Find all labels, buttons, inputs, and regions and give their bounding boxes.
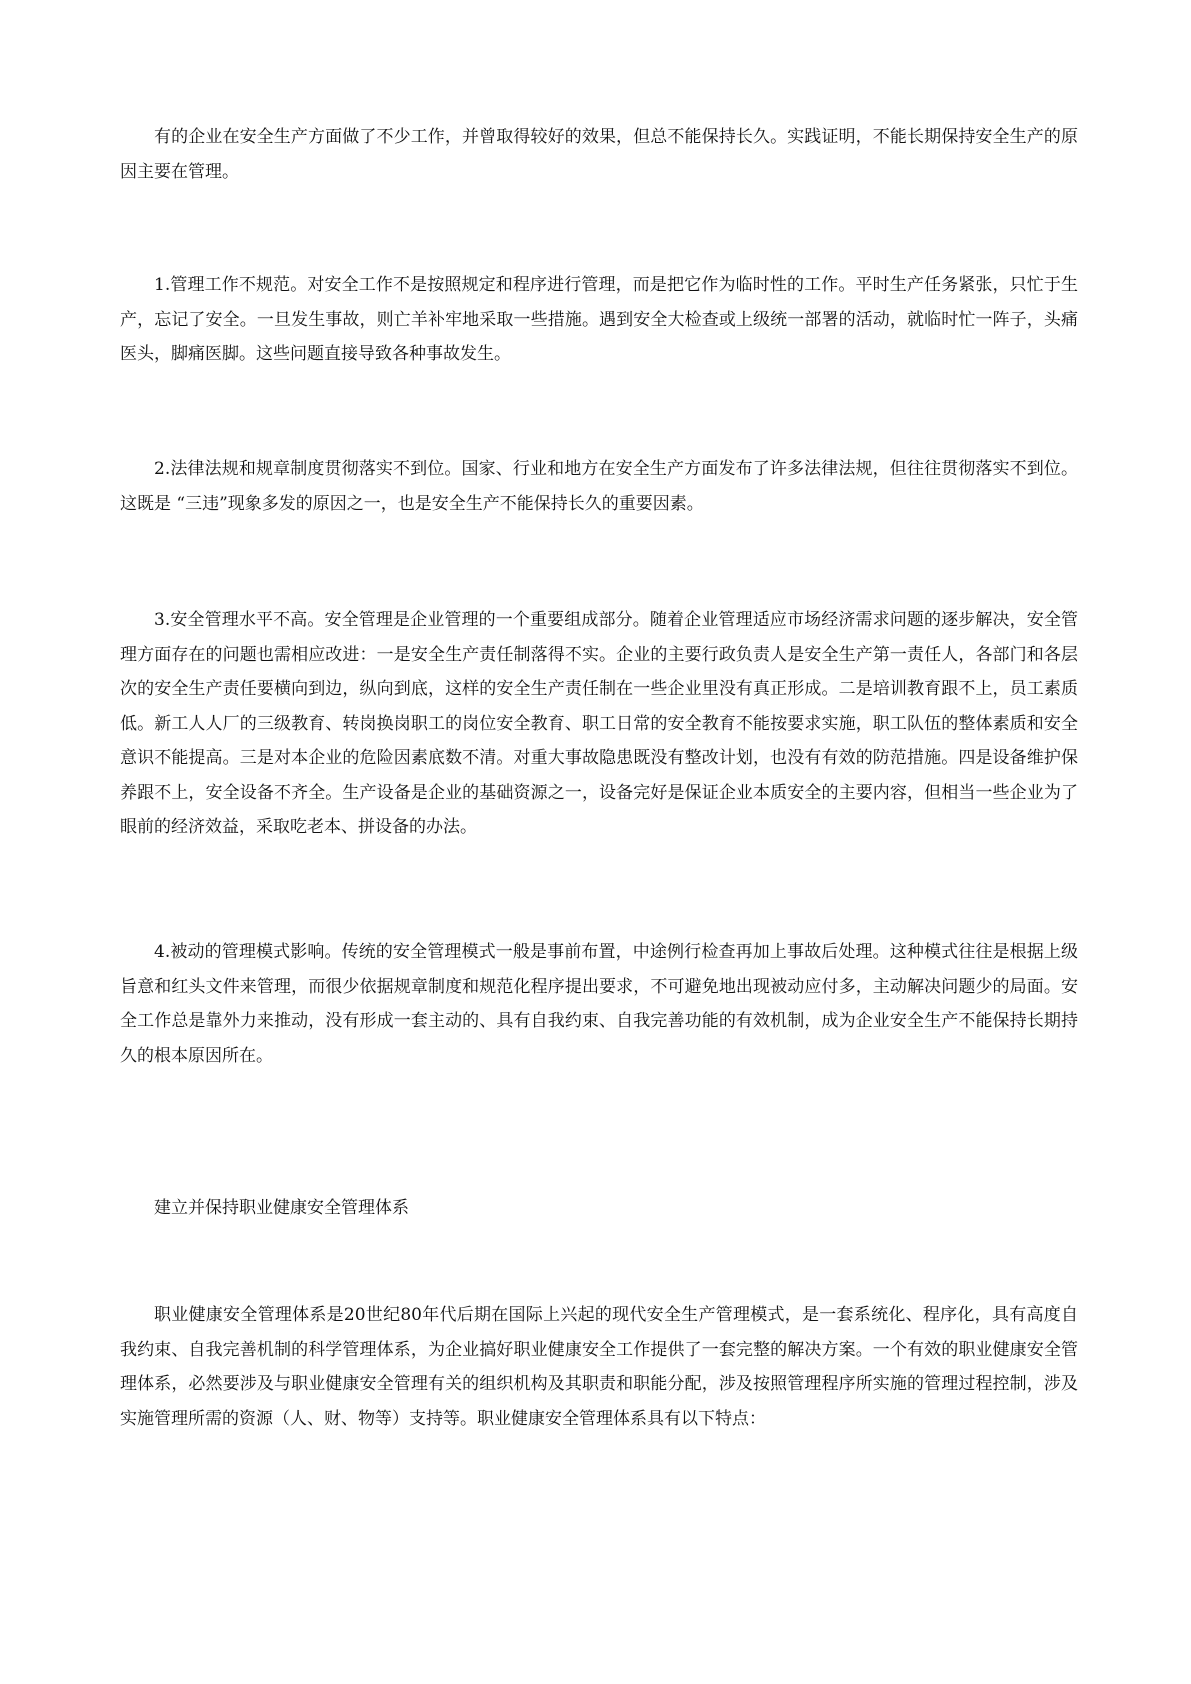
point-4-paragraph: 4.被动的管理模式影响。传统的安全管理模式一般是事前布置，中途例行检查再加上事故后处理。这种模式往往是根据上级旨意和红头文件来管理，而很少依据规章制度和规范化程序提出要求，不可避免地出现被动应付多，主动解决问题少的局面。安全工作总是靠外力来推动，没有形成一套主动的、具有自我约束、自我完善功能的有效机制，成为企业安全生产不能保持长期持久的根本原因所在。	[120, 942, 1078, 1066]
intro-paragraph: 有的企业在安全生产方面做了不少工作，并曾取得较好的效果，但总不能保持长久。实践证明，不能长期保持安全生产的原因主要在管理。	[120, 127, 1078, 182]
ohsms-paragraph: 职业健康安全管理体系是20世纪80年代后期在国际上兴起的现代安全生产管理模式，是一套系统化、程序化，具有高度自我约束、自我完善机制的科学管理体系，为企业搞好职业健康安全工作提供了一套完整的解决方案。一个有效的职业健康安全管理体系，必然要涉及与职业健康安全管理有关的组织机构及其职责和职能分配，涉及按照管理程序所实施的管理过程控制，涉及实施管理所需的资源（人、财、物等）支持等。职业健康安全管理体系具有以下特点：	[120, 1305, 1078, 1429]
section-heading: 建立并保持职业健康安全管理体系	[154, 1198, 409, 1218]
point-2-paragraph: 2.法律法规和规章制度贯彻落实不到位。国家、行业和地方在安全生产方面发布了许多法律法规，但往往贯彻落实不到位。这既是 “三违”现象多发的原因之一，也是安全生产不能保持长久的重要因素。	[120, 459, 1078, 514]
point-1-paragraph: 1.管理工作不规范。对安全工作不是按照规定和程序进行管理，而是把它作为临时性的工作。平时生产任务紧张，只忙于生产，忘记了安全。一旦发生事故，则亡羊补牢地采取一些措施。遇到安全大检查或上级统一部署的活动，就临时忙一阵子，头痛医头，脚痛医脚。这些问题直接导致各种事故发生。	[120, 275, 1078, 364]
point-3-paragraph: 3.安全管理水平不高。安全管理是企业管理的一个重要组成部分。随着企业管理适应市场经济需求问题的逐步解决，安全管理方面存在的问题也需相应改进：一是安全生产责任制落得不实。企业的主要行政负责人是安全生产第一责任人，各部门和各层次的安全生产责任要横向到边，纵向到底，这样的安全生产责任制在一些企业里没有真正形成。二是培训教育跟不上，员工素质低。新工人人厂的三级教育、转岗换岗职工的岗位安全教育、职工日常的安全教育不能按要求实施，职工队伍的整体素质和安全意识不能提高。三是对本企业的危险因素底数不清。对重大事故隐患既没有整改计划，也没有有效的防范措施。四是设备维护保养跟不上，安全设备不齐全。生产设备是企业的基础资源之一，设备完好是保证企业本质安全的主要内容，但相当一些企业为了眼前的经济效益，采取吃老本、拼设备的办法。	[120, 610, 1078, 837]
